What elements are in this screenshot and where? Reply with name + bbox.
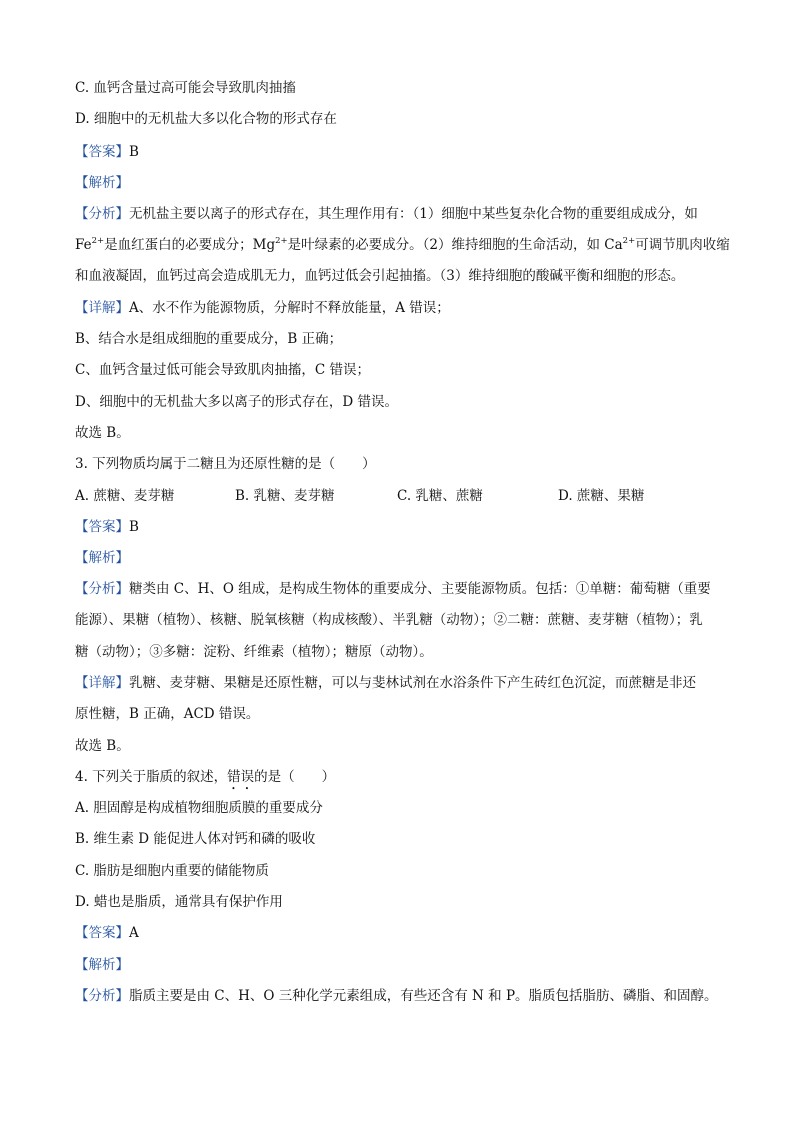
q4-analysis-tag: 【分析】 [75, 988, 129, 1004]
ion-fe: Fe [75, 237, 92, 253]
option-d-text: D. 细胞中的无机盐大多以化合物的形式存在 [75, 111, 337, 127]
analysis-line-2 [75, 235, 730, 255]
q3-analysis-text-1: 糖类由 C、H、O 组成，是构成生物体的重要成分、主要能源物质。包括：①单糖：葡萄糖（重要 [129, 581, 711, 597]
q4-option-a: A. 胆固醇是构成植物细胞质膜的重要成分 [75, 800, 323, 816]
answer-value: B [129, 144, 139, 160]
detail-c: C、血钙含量过低可能会导致肌肉抽搐，C 错误； [75, 362, 370, 378]
q4-analysis-heading: 【解析】 [75, 957, 129, 973]
q4-option-c: C. 脂肪是细胞内重要的储能物质 [75, 863, 269, 879]
q4-answer-value: A [129, 925, 139, 941]
detail-line [75, 298, 450, 318]
q4-stem-b: 的是（ ） [254, 769, 336, 785]
ion-mg-charge: 2+ [275, 236, 288, 246]
q4-analysis-text-1: 脂质主要是由 C、H、O 三种化学元素组成，有些还含有 N 和 P。脂质包括脂肪、磷脂、和固醇。 [129, 988, 718, 1004]
q4-option-b: B. 维生素 D 能促进人体对钙和磷的吸收 [75, 831, 316, 847]
q3-analysis-tag: 【分析】 [75, 581, 129, 597]
question-3: 3. 下列物质均属于二糖且为还原性糖的是（ ） [75, 456, 376, 472]
q4-analysis-line-1 [75, 986, 718, 1006]
question-3-options [75, 486, 725, 506]
analysis-tag: 【分析】 [75, 206, 129, 222]
q4-emphasis: 错误 [227, 769, 255, 785]
answer-tag: 【答案】 [75, 144, 129, 160]
q3-conclusion: 故选 B。 [75, 738, 130, 754]
ion-fe-charge: 2+ [91, 236, 105, 246]
analysis-line [75, 204, 698, 224]
analysis-text-2c: 是叶绿素的必要成分。（2）维持细胞的生命活动，如 Ca [287, 237, 623, 253]
question-4 [75, 767, 335, 793]
q3-analysis-line-1 [75, 579, 711, 599]
detail-text: A、水不作为能源物质，分解时不释放能量，A 错误； [129, 300, 450, 316]
detail-b: B、结合水是组成细胞的重要成分，B 正确； [75, 331, 343, 347]
answer-line [75, 142, 139, 162]
detail-tag: 【详解】 [75, 300, 129, 316]
detail-d: D、细胞中的无机盐大多以离子的形式存在，D 错误。 [75, 394, 398, 410]
option-c-text: C. 血钙含量过高可能会导致肌肉抽搐 [75, 80, 296, 96]
q3-answer-value: B [129, 519, 139, 535]
q3-detail-line-1 [75, 673, 696, 693]
q3-option-d: D. 蔗糖、果糖 [558, 488, 645, 504]
analysis-line-3: 和血液凝固，血钙过高会造成肌无力，血钙过低会引起抽搐。（3）维持细胞的酸碱平衡和细胞的形态。 [75, 268, 685, 284]
q3-option-a: A. 蔗糖、麦芽糖 [75, 488, 175, 504]
q3-analysis-heading: 【解析】 [75, 550, 129, 566]
q3-option-c: C. 乳糖、蔗糖 [397, 488, 483, 504]
analysis-text: 无机盐主要以离子的形式存在，其生理作用有：（1）细胞中某些复杂化合物的重要组成成分，如 [129, 206, 698, 222]
analysis-heading: 【解析】 [75, 175, 129, 191]
q3-analysis-line-3: 糖（动物）；③多糖：淀粉、纤维素（植物）；糖原（动物）。 [75, 644, 433, 660]
q3-answer-line [75, 517, 139, 537]
analysis-text-2b: 是血红蛋白的必要成分；Mg [104, 237, 276, 253]
q3-detail-line-2: 原性糖，B 正确，ACD 错误。 [75, 706, 260, 722]
q3-detail-tag: 【详解】 [75, 675, 129, 691]
q4-answer-line [75, 923, 139, 943]
q4-option-d: D. 蜡也是脂质，通常具有保护作用 [75, 894, 283, 910]
conclusion: 故选 B。 [75, 425, 130, 441]
q4-stem-a: 4. 下列关于脂质的叙述， [75, 769, 228, 785]
analysis-text-2d: 可调节肌肉收缩 [635, 237, 730, 253]
q3-detail-text-1: 乳糖、麦芽糖、果糖是还原性糖，可以与斐林试剂在水浴条件下产生砖红色沉淀，而蔗糖是非还 [129, 675, 696, 691]
q3-analysis-line-2: 能源）、果糖（植物）、核糖、脱氧核糖（构成核酸）、半乳糖（动物）；②二糖：蔗糖、麦芽糖（植物）；乳 [75, 612, 703, 628]
q3-option-b: B. 乳糖、麦芽糖 [235, 488, 335, 504]
q3-answer-tag: 【答案】 [75, 519, 129, 535]
q4-answer-tag: 【答案】 [75, 925, 129, 941]
ion-ca-charge: 2+ [622, 236, 636, 246]
